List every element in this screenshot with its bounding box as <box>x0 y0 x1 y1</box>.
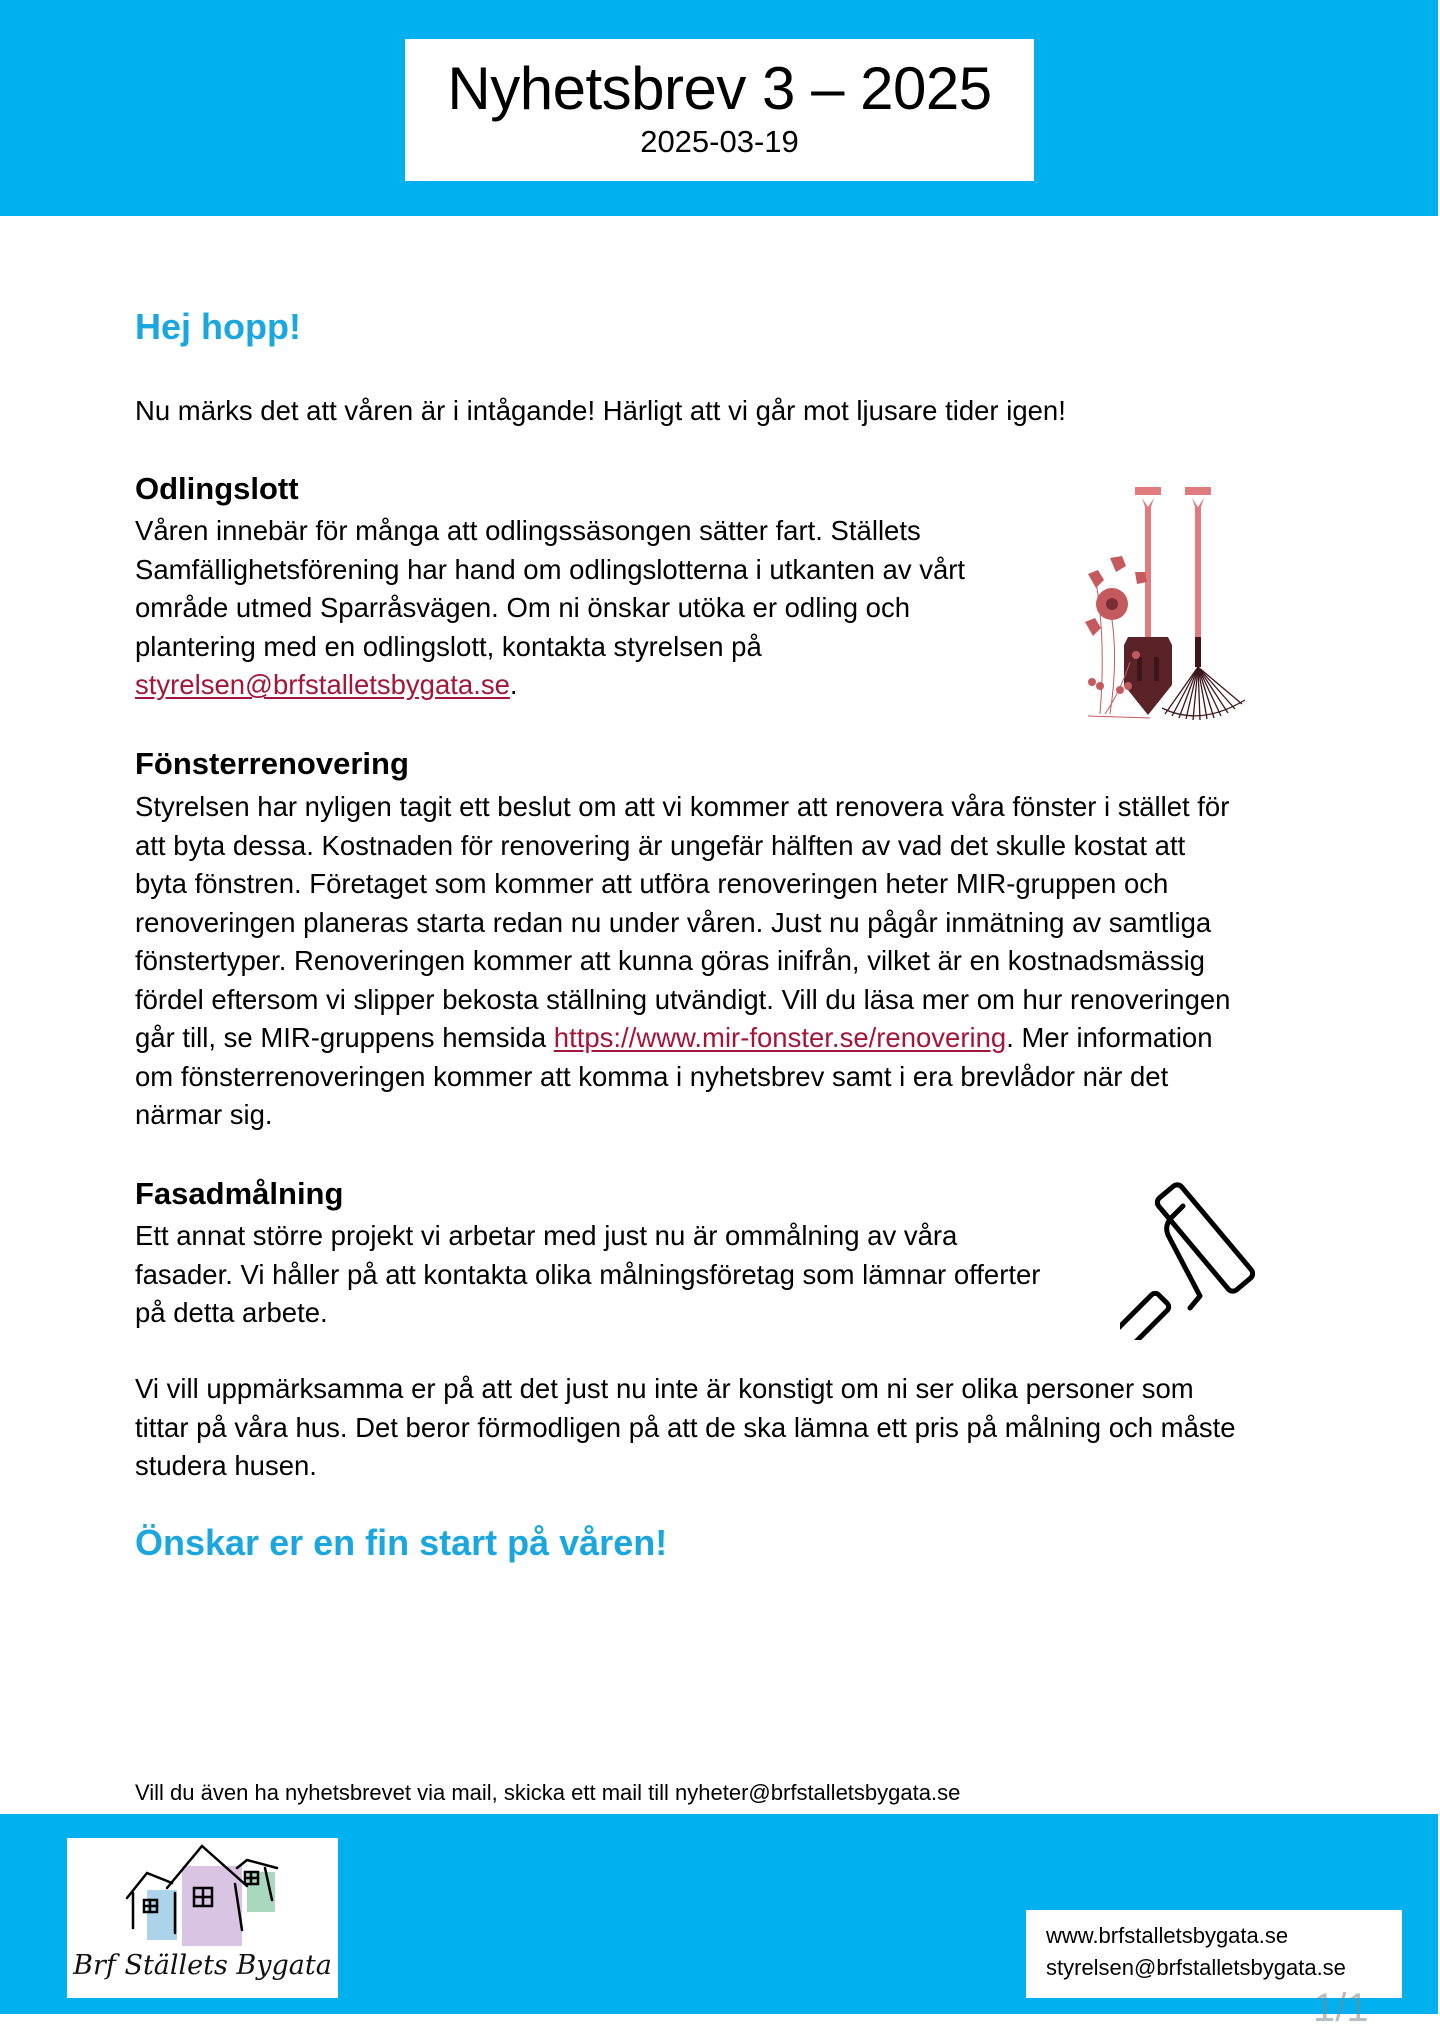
section-body-fasadmalning <box>135 1217 1095 1333</box>
section-body-fonsterrenovering <box>135 788 1335 1135</box>
body-line: Våren innebär för många att odlingssäsongen sätter fart. Ställets <box>135 515 921 546</box>
body-line: Vi vill uppmärksamma er på att det just nu inte är konstigt om ni ser olika personer som <box>135 1373 1194 1404</box>
section-body-odlingslott <box>135 512 1055 705</box>
body-line <box>135 1019 1335 1058</box>
contact-box <box>1026 1910 1402 1998</box>
text-before-link: går till, se MIR-gruppens hemsida <box>135 1022 554 1053</box>
mir-fonster-link[interactable]: https://www.mir-fonster.se/renovering <box>553 1022 1007 1053</box>
body-line <box>135 666 1055 705</box>
shovel-icon <box>1124 487 1172 715</box>
association-logo <box>67 1838 338 1998</box>
body-line: på detta arbete. <box>135 1297 328 1328</box>
newsletter-date: 2025-03-19 <box>640 124 799 159</box>
website-link[interactable]: www.brfstalletsbygata.se <box>1046 1923 1289 1948</box>
body-line: fördel eftersom vi slipper bekosta ställning utvändigt. Vill du läsa mer om hur renoveringen <box>135 983 1231 1015</box>
section-heading-odlingslott: Odlingslott <box>135 471 299 506</box>
body-line: Samfällighetsförening har hand om odlingslotterna i utkanten av vårt <box>135 553 966 585</box>
body-line: att byta dessa. Kostnaden för renovering är ungefär hälften av vad det skulle kostat att <box>135 829 1186 861</box>
houses-logo-icon <box>67 1838 338 1953</box>
body-line: Ett annat större projekt vi arbetar med just nu är ommålning av våra <box>135 1220 958 1251</box>
punctuation: . <box>509 669 518 700</box>
styrelsen-email-link[interactable]: styrelsen@brfstalletsbygata.se <box>135 669 510 700</box>
body-line: Styrelsen har nyligen tagit ett beslut om att vi kommer att renovera våra fönster i stället för <box>135 791 1230 822</box>
logo-text: Brf Ställets Bygata <box>73 1950 332 1981</box>
body-line: närmar sig. <box>135 1099 273 1130</box>
body-line: renoveringen planeras starta redan nu under våren. Just nu pågår inmätning av samtliga <box>135 906 1212 938</box>
body-line: fönstertyper. Renoveringen kommer att kunna göras inifrån, vilket är en kostnadsmässig <box>135 945 1205 976</box>
garden-tools-illustration <box>1070 482 1280 722</box>
section-heading-fonsterrenovering: Fönsterrenovering <box>135 746 409 781</box>
body-line: fasader. Vi håller på att kontakta olika målningsföretag som lämnar offerter <box>135 1258 1041 1290</box>
title-box <box>405 39 1034 181</box>
section-heading-fasadmalning: Fasadmålning <box>135 1176 344 1211</box>
body-line: plantering med en odlingslott, kontakta styrelsen på <box>135 630 762 662</box>
body-line: område utmed Sparråsvägen. Om ni önskar utöka er odling och <box>135 592 910 623</box>
greeting-heading: Hej hopp! <box>135 306 301 347</box>
body-line: studera husen. <box>135 1450 317 1481</box>
text-after-link: . Mer information <box>1006 1022 1213 1053</box>
section-body-fasadmalning-2 <box>135 1370 1335 1486</box>
body-line: om fönsterrenoveringen kommer att komma i nyhetsbrev samt i era brevlådor när det <box>135 1060 1169 1092</box>
body-line: byta fönstren. Företaget som kommer att utföra renoveringen heter MIR-gruppen och <box>135 868 1169 899</box>
rake-icon <box>1162 487 1245 720</box>
newsletter-title: Nyhetsbrev 3 – 2025 <box>447 55 992 122</box>
intro-text: Nu märks det att våren är i intågande! Härligt att vi går mot ljusare tider igen! <box>135 395 1066 426</box>
page-counter: 1/1 <box>1313 1986 1369 2030</box>
body-line: tittar på våra hus. Det beror förmodligen på att de ska lämna ett pris på målning och måste <box>135 1411 1236 1443</box>
closing-heading: Önskar er en fin start på våren! <box>135 1522 668 1563</box>
contact-email[interactable]: styrelsen@brfstalletsbygata.se <box>1046 1955 1346 1980</box>
paint-roller-icon <box>1120 1180 1290 1340</box>
subscribe-note: Vill du även ha nyhetsbrevet via mail, skicka ett mail till nyheter@brfstalletsbygata.se <box>135 1780 961 1805</box>
